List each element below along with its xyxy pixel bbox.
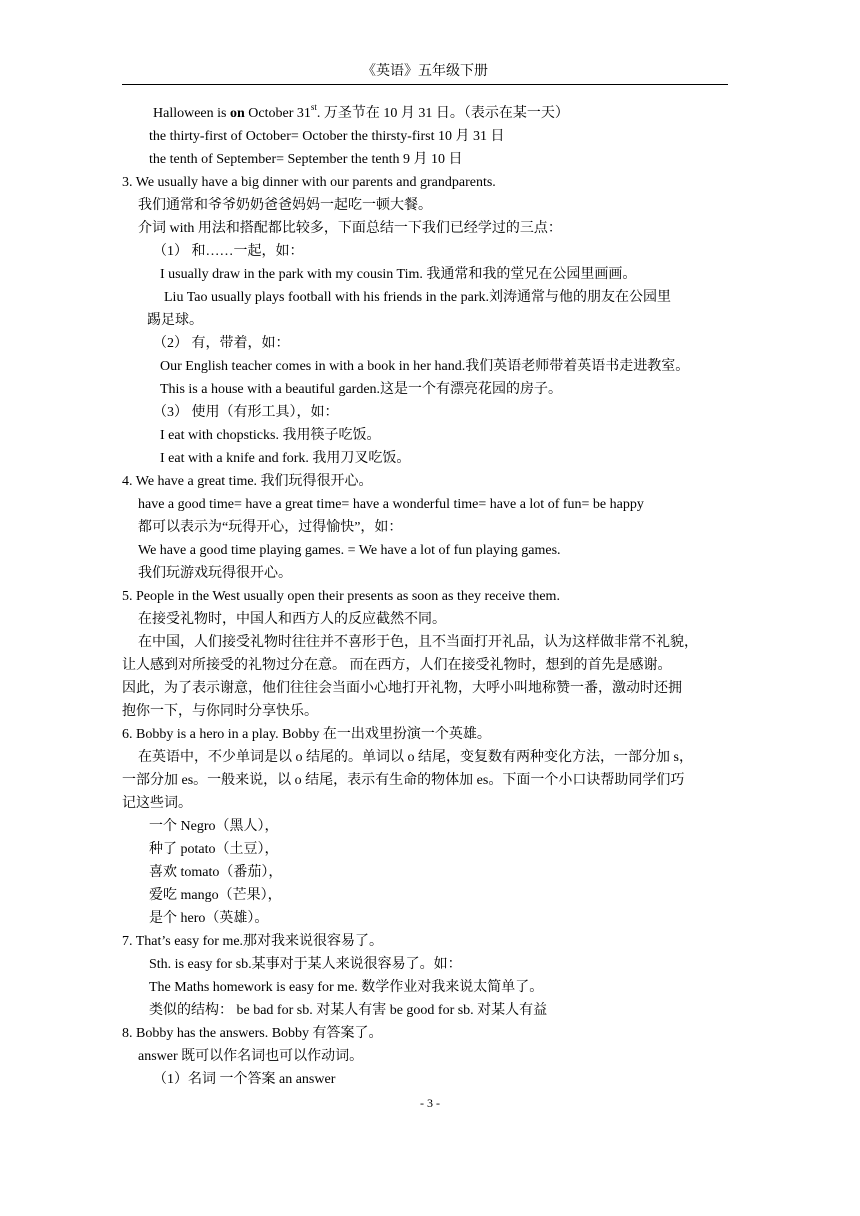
text-line: Liu Tao usually plays football with his friends in the park.刘涛通常与他的朋友在公园里 [164,290,671,305]
text-line: I eat with a knife and fork. 我用刀叉吃饭。 [160,451,411,466]
text-line: 踢足球。 [147,313,203,328]
text-line: the tenth of September= September the tenth 9 月 10 日 [149,152,463,167]
rhyme-line: 喜欢 tomato（番茄）， [149,865,283,880]
text-line: I usually draw in the park with my cousin Tim. 我通常和我的堂兄在公园里画画。 [160,267,637,282]
list-item: （3） 使用（有形工具），如： [153,405,339,420]
rhyme-line: 一个 Negro（黑人）， [149,819,279,834]
section-heading: 3. We usually have a big dinner with our parents and grandparents. [122,175,496,190]
text-line: Our English teacher comes in with a book in her hand.我们英语老师带着英语书走进教室。 [160,359,690,374]
rhyme-line: 是个 hero（英雄）。 [149,911,269,926]
text-line: 我们玩游戏玩得很开心。 [138,566,292,581]
text-line: The Maths homework is easy for me. 数学作业对我来说太简单了。 [149,980,544,995]
section-heading: 7. That’s easy for me.那对我来说很容易了。 [122,934,384,949]
text-line: have a good time= have a great time= have a wonderful time= have a lot of fun= be happy [138,497,644,512]
text-line: This is a house with a beautiful garden.这是一个有漂亮花园的房子。 [160,382,563,397]
text-line: 类似的结构： be bad for sb. 对某人有害 be good for sb. 对某人有益 [149,1003,548,1018]
section-heading: 6. Bobby is a hero in a play. Bobby 在一出戏里扮演一个英雄。 [122,727,491,742]
text-line: 在英语中，不少单词是以 o 结尾的。单词以 o 结尾，变复数有两种变化方法，一部分加 s， [138,750,693,765]
text-line: 一部分加 es。一般来说，以 o 结尾，表示有生命的物体加 es。下面一个小口诀帮助同学们巧 [122,773,685,788]
text-line: 在接受礼物时，中国人和西方人的反应截然不同。 [138,612,446,627]
text-line: 抱你一下，与你同时分享快乐。 [122,704,318,719]
text-line: the thirty-first of October= October the thirsty-first 10 月 31 日 [149,129,505,144]
list-item: （1） 和……一起，如： [153,244,304,259]
section-heading: 5. People in the West usually open their presents as soon as they receive them. [122,589,560,604]
list-item: （2） 有，带着，如： [153,336,290,351]
text-line: 介词 with 用法和搭配都比较多，下面总结一下我们已经学过的三点： [138,221,562,236]
rhyme-line: 种了 potato（土豆）， [149,842,279,857]
text-line: 记这些词。 [122,796,192,811]
section-heading: 8. Bobby has the answers. Bobby 有答案了。 [122,1026,383,1041]
rhyme-line: 爱吃 mango（芒果）， [149,888,282,903]
header-rule [122,84,728,85]
section-heading: 4. We have a great time. 我们玩得很开心。 [122,474,373,489]
page-header: 《英语》五年级下册 [362,64,488,79]
text-line: Halloween is on October 31st. 万圣节在 10 月 31 日。（表示在某一天） [153,102,569,121]
text-line: I eat with chopsticks. 我用筷子吃饭。 [160,428,381,443]
text-line: 因此，为了表示谢意，他们往往会当面小心地打开礼物，大呼小叫地称赞一番，激动时还拥 [122,681,682,696]
text-line: 都可以表示为“玩得开心，过得愉快”，如： [138,520,403,535]
text-line: 在中国，人们接受礼物时往往并不喜形于色，且不当面打开礼品，认为这样做非常不礼貌， [138,635,698,650]
list-item: （1）名词 一个答案 an answer [153,1072,336,1087]
text-line: 让人感到对所接受的礼物过分在意。 而在西方，人们在接受礼物时，想到的首先是感谢。 [122,658,672,673]
text-line: Sth. is easy for sb.某事对于某人来说很容易了。如： [149,957,462,972]
page-number: - 3 - [420,1096,440,1110]
text-line: 我们通常和爷爷奶奶爸爸妈妈一起吃一顿大餐。 [138,198,432,213]
text-line: We have a good time playing games. = We have a lot of fun playing games. [138,543,561,558]
text-line: answer 既可以作名词也可以作动词。 [138,1049,364,1064]
